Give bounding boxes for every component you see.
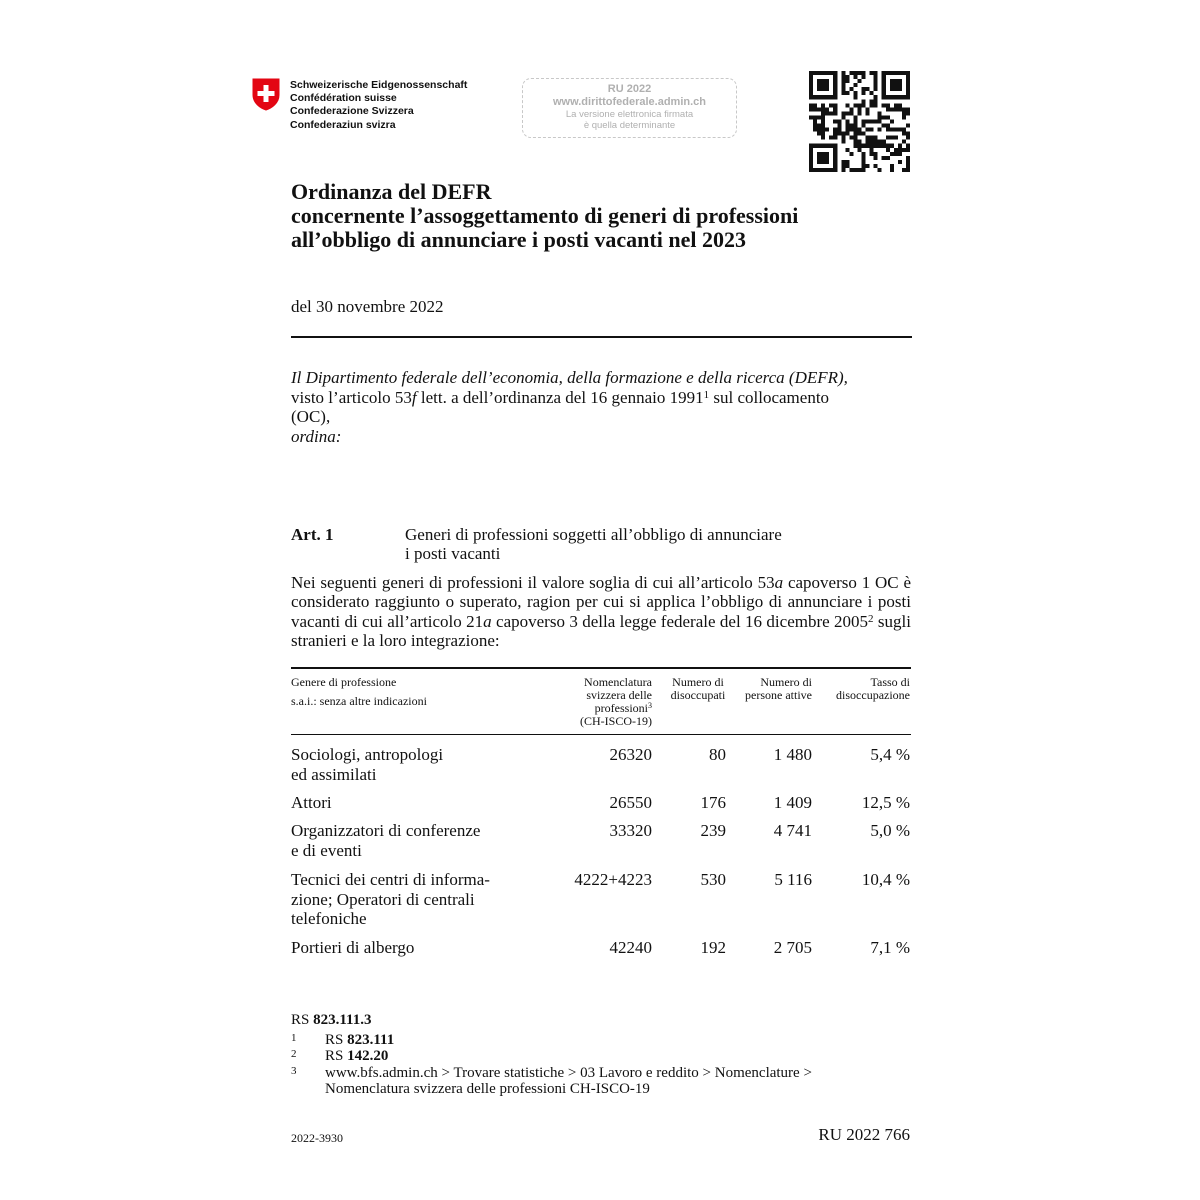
cell-active: 5 116 (774, 870, 812, 889)
article-title-line-1: Generi di professioni soggetti all’obbligo di annunciare (405, 525, 782, 544)
article-label: Art. 1 (291, 525, 334, 544)
confederation-name-rm: Confederaziun svizra (290, 118, 396, 131)
cell-profession: Organizzatori di conferenze e di eventi (291, 821, 481, 860)
cell-rate: 12,5 % (861, 793, 910, 812)
footnote-number: 2 (291, 1048, 297, 1060)
confederation-name-it: Confederazione Svizzera (290, 105, 414, 118)
footnote-number: 3 (291, 1064, 297, 1077)
footnote-item (291, 1048, 911, 1065)
stamp-note-2: è quella determinante (583, 120, 676, 131)
footnote-ref-3: 3 (648, 701, 652, 710)
stamp-url[interactable]: www.dirittofederale.admin.ch (552, 96, 706, 108)
footnote-number: 1 (291, 1031, 297, 1044)
cell-active: 2 705 (773, 938, 812, 957)
cell-code: 26320 (609, 745, 652, 764)
header-active: Numero di persone attive (745, 675, 812, 702)
title-divider (291, 336, 912, 338)
title-line-2: concernente l’assoggettamento di generi di professioni (291, 203, 799, 228)
footnote-ref-1: 1 (703, 388, 710, 401)
stamp-ru: RU 2022 (607, 83, 652, 95)
cell-rate: 5,0 % (870, 821, 910, 840)
preamble-visto: visto l’articolo 53f lett. a dell’ordinanza del 16 gennaio 1991$^1$ sul collocamento (291, 387, 830, 407)
cell-code: 4222+4223 (574, 870, 652, 889)
footnote-text: www.bfs.admin.ch > Trovare statistiche > 03 Lavoro e reddito > Nomenclature > Nomenclatura svizzera delle professioni CH-ISCO-19 (325, 1064, 812, 1097)
swiss-cross-icon (252, 78, 280, 111)
cell-unemployed: 176 (700, 793, 726, 812)
footnote-item (291, 1032, 911, 1049)
preamble-ordina: ordina: (291, 426, 342, 446)
cell-rate: 5,4 % (870, 745, 910, 764)
article-title-line-2: i posti vacanti (405, 544, 501, 563)
document-date: del 30 novembre 2022 (291, 297, 444, 316)
title-line-1: Ordinanza del DEFR (291, 179, 492, 204)
table-top-rule (291, 667, 911, 669)
preamble-authority: Il Dipartimento federale dell’economia, della formazione e della ricerca (DEFR), (291, 368, 848, 387)
footnote-text: RS 823.111 (325, 1031, 395, 1048)
cell-active: 1 480 (773, 745, 812, 764)
footnote-item (291, 1065, 911, 1098)
preamble-visto-cont: (OC), (291, 407, 331, 426)
document-number: 2022-3930 (291, 1131, 343, 1145)
header-rate: Tasso di disoccupazione (836, 675, 910, 702)
cell-code: 42240 (609, 938, 652, 957)
cell-profession: Sociologi, antropologi ed assimilati (291, 745, 444, 784)
cell-rate: 7,1 % (870, 938, 910, 957)
cell-unemployed: 80 (709, 745, 726, 764)
table-header-rule (291, 734, 911, 735)
footnotes (291, 1012, 911, 1098)
article-text: Nei seguenti generi di professioni il valore soglia di cui all’articolo 53a capoverso 1 OC è considerato raggiunto o superato, ragion per cui si applica l’obbligo di annunciare i posti vacanti di cui all’articolo 21a capoverso 3 della legge federale del 16 dicembre 2005$^2$ sugli stranieri e la loro integrazione: (291, 573, 911, 650)
cell-profession: Attori (291, 793, 332, 812)
cell-profession: Portieri di albergo (291, 938, 415, 957)
cell-profession: Tecnici dei centri di informa- zione; Operatori di centrali telefoniche (291, 870, 490, 928)
cell-code: 26550 (609, 793, 652, 812)
confederation-names (290, 79, 467, 132)
cell-code: 33320 (609, 821, 652, 840)
cell-unemployed: 530 (700, 870, 726, 889)
rs-reference: RS 823.111.3 (291, 1012, 372, 1028)
stamp-note-1: La versione elettronica firmata (565, 109, 694, 120)
cell-unemployed: 239 (700, 821, 726, 840)
footnote-ref-2: 2 (868, 612, 874, 625)
qr-code-icon (809, 71, 910, 172)
cell-active: 4 741 (773, 821, 812, 840)
title-line-3: all’obbligo di annunciare i posti vacanti nel 2023 (291, 227, 746, 252)
publication-stamp (522, 78, 737, 138)
article-title (405, 525, 825, 563)
cell-active: 1 409 (773, 793, 812, 812)
header-profession: Genere di professione s.a.i.: senza altre indicazioni (291, 675, 427, 708)
header-unemployed: Numero di disoccupati (670, 675, 726, 702)
ru-reference: RU 2022 766 (818, 1125, 910, 1144)
confederation-name-fr: Confédération suisse (290, 92, 397, 105)
document-title (291, 180, 911, 252)
footnote-text: RS 142.20 (325, 1048, 389, 1064)
cell-unemployed: 192 (700, 938, 726, 957)
header-nomenclature: Nomenclatura svizzera delle professioni$^3$ (CH-ISCO-19) (580, 675, 652, 728)
cell-rate: 10,4 % (861, 870, 910, 889)
preamble (291, 368, 911, 446)
confederation-name-de: Schweizerische Eidgenossenschaft (290, 79, 468, 91)
